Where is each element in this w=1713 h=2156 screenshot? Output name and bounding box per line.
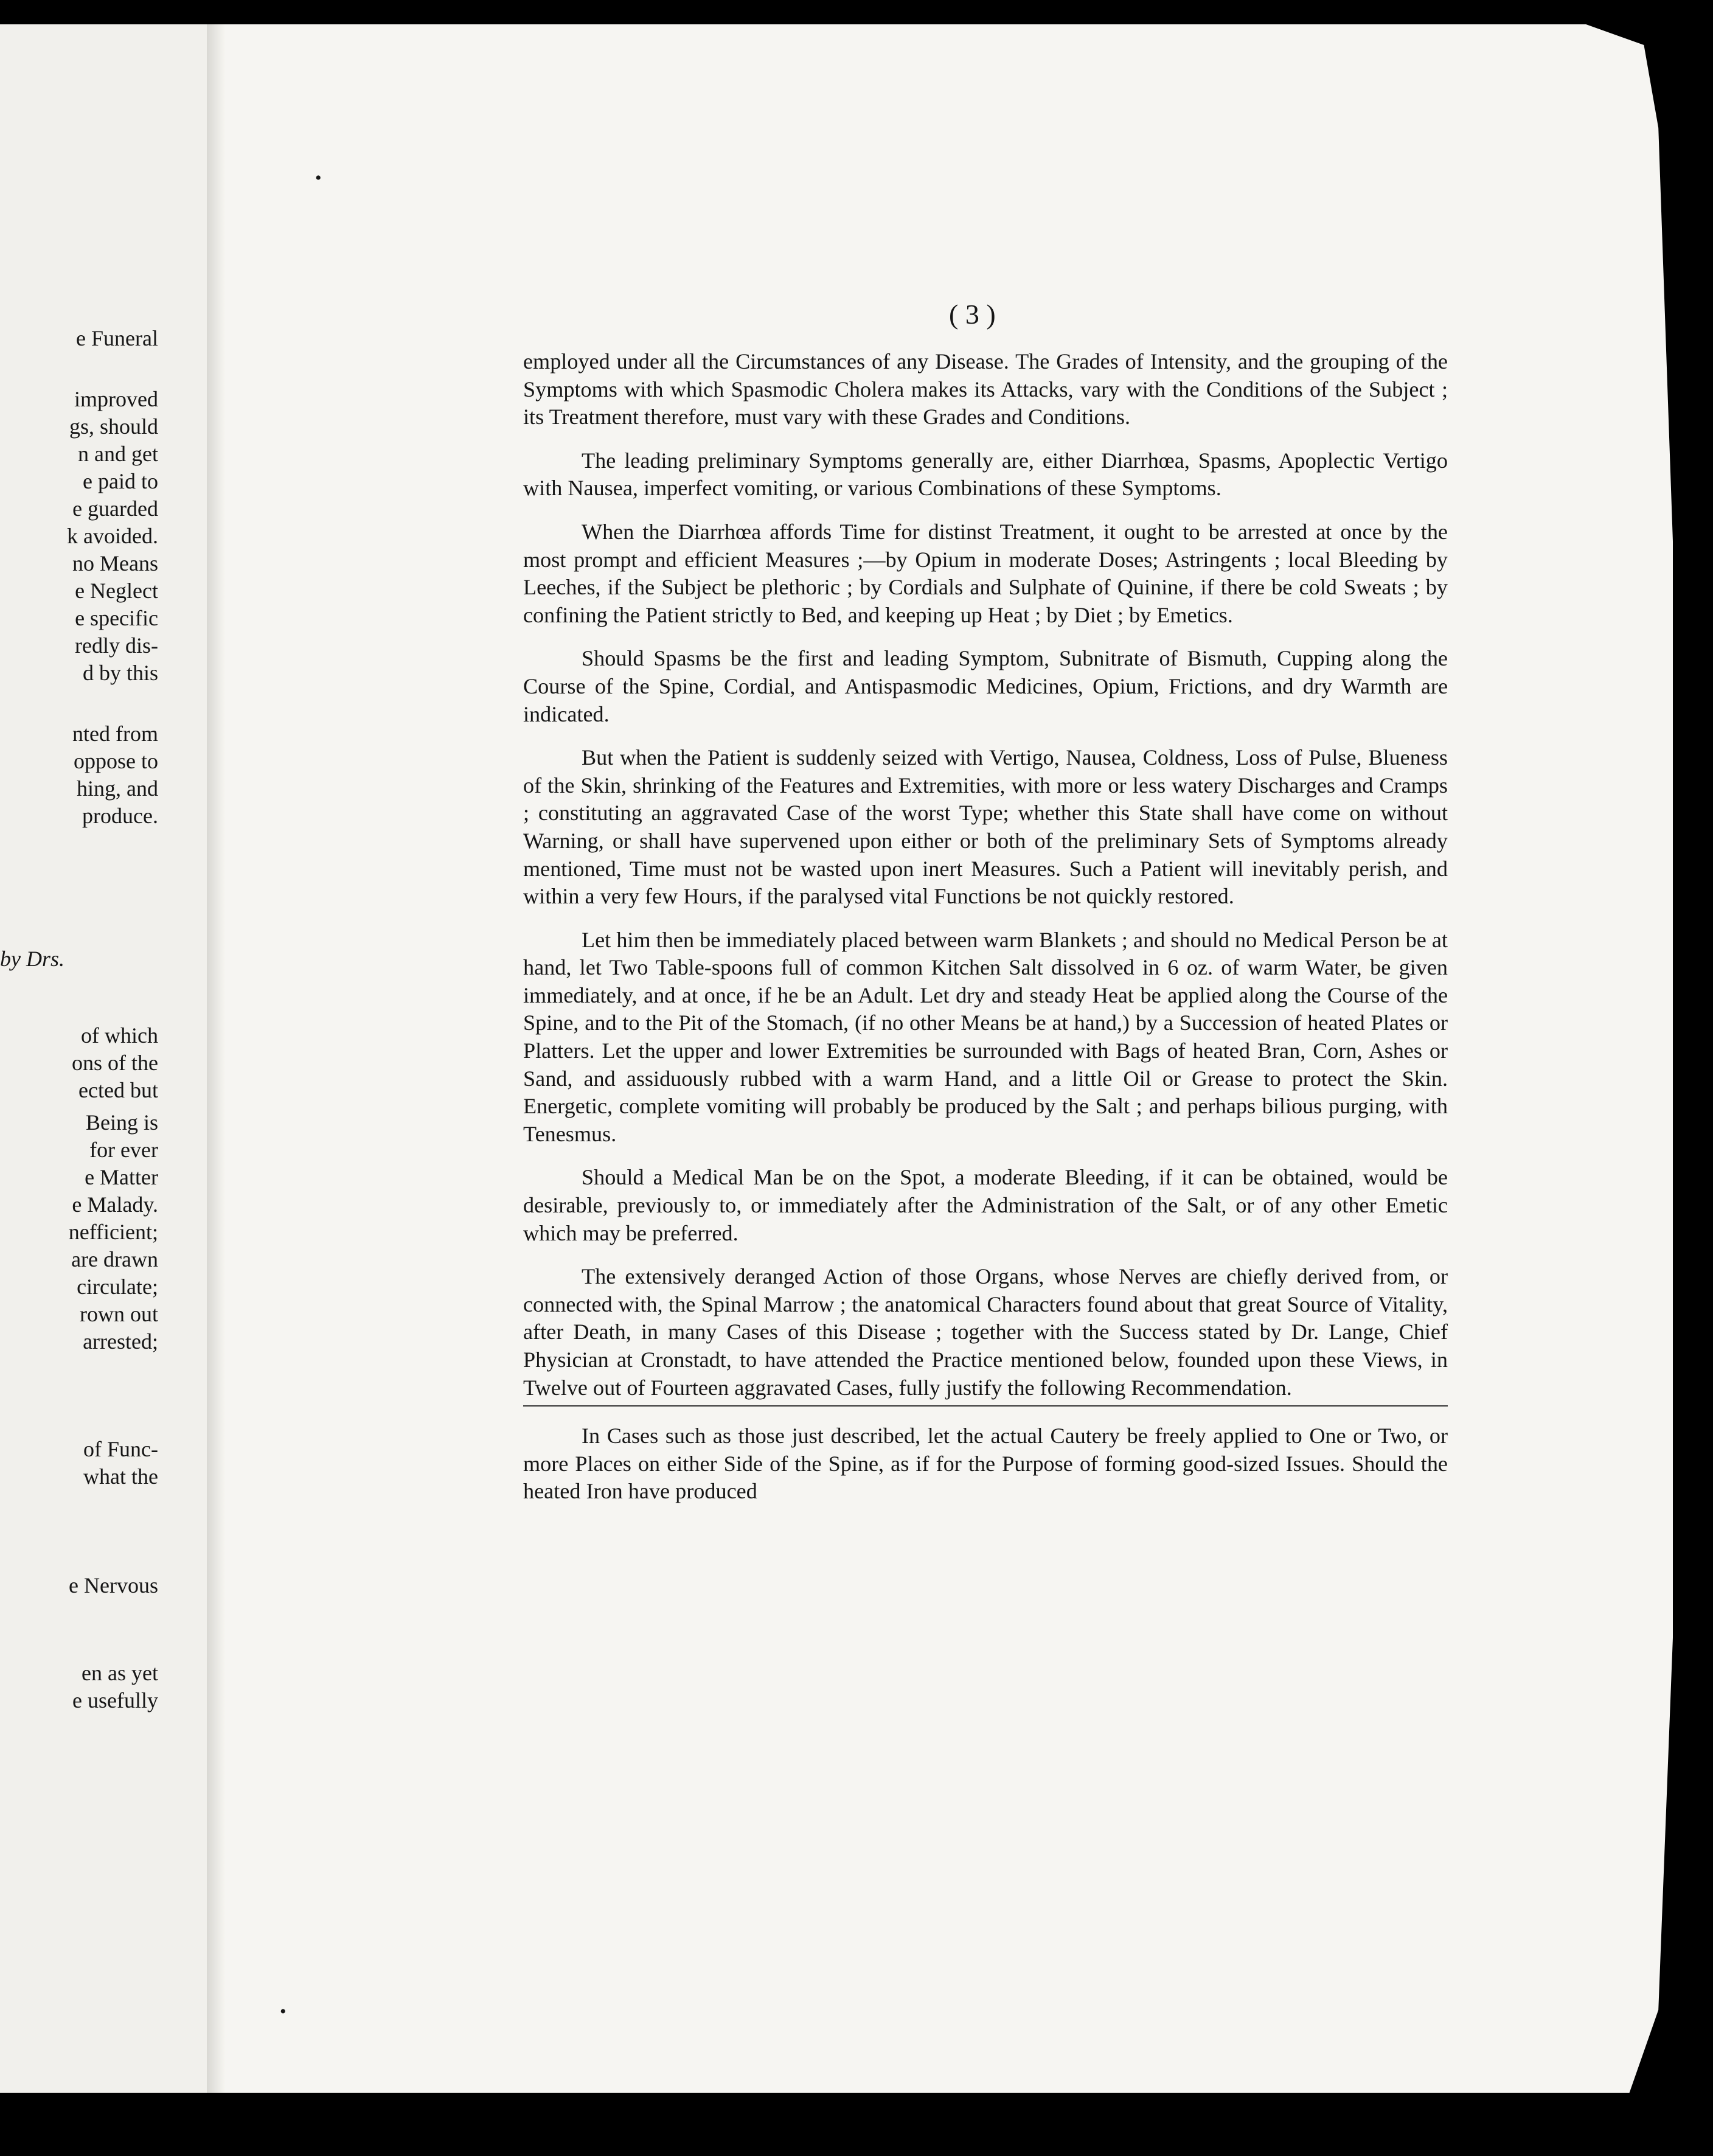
- left-fragment-block-1: [0, 325, 158, 352]
- left-fragment-line: e Nervous: [69, 1573, 158, 1598]
- page-number: ( 3 ): [949, 299, 996, 330]
- paragraph: Let him then be immediately placed between warm Blankets ; and should no Medical Person be at hand, let Two Table-spoons full of common Kitchen Salt dissolved in 6 oz. of warm Water, be given immediately, and at once, if he be an Adult. Let dry and steady Heat be applied along the Course of the Spine, and to the Pit of the Stomach, (if no other Means be at hand,) by a Succession of heated Plates or Platters. Let the upper and lower Extremities be surrounded with Bags of heated Bran, Corn, Ashes or Sand, and assiduously rubbed with a warm Hand, and a little Oil or Grease to protect the Skin. Energetic, complete vomiting will probably be produced by the Salt ; and perhaps bilious purging, with Tenesmus.: [523, 927, 1448, 1146]
- paragraph: The extensively deranged Action of those Organs, whose Nerves are chiefly derived from, or connected with, the Spinal Marrow ; the anatomical Characters found about that great Source of Vitality, after Death, in many Cases of this Disease ; together with the Success stated by Dr. Lange, Chief Physician at Cronstadt, to have attended the Practice mentioned below, founded upon these Views, in Twelve out of Fourteen aggravated Cases, fully justify the following Recommendation.: [523, 1264, 1448, 1400]
- left-fragment-line: nefficient;: [68, 1220, 158, 1244]
- left-fragment-line: e Funeral: [76, 326, 158, 350]
- left-fragment-line: e paid to: [83, 469, 158, 493]
- left-fragment-line: produce.: [82, 804, 158, 828]
- left-fragment-line: no Means: [72, 551, 158, 576]
- paragraph: The leading preliminary Symptoms generally are, either Diarrhœa, Spasms, Apoplectic Vertigo with Nausea, imperfect vomiting, or various Combinations of these Symptoms.: [523, 448, 1448, 501]
- left-fragment-line: improved: [74, 387, 158, 411]
- left-fragment-line: k avoided.: [67, 524, 158, 548]
- left-fragment-line: e Matter: [85, 1165, 158, 1189]
- left-fragment-line: ected but: [78, 1078, 158, 1102]
- left-fragment-block-2: [0, 386, 158, 687]
- left-fragment-line: d by this: [82, 661, 158, 685]
- ink-mark: •: [280, 2001, 287, 2022]
- left-fragment-line: hing, and: [77, 776, 158, 801]
- paragraph: employed under all the Circumstances of any Disease. The Grades of Intensity, and the grouping of the Symptoms with which Spasmodic Cholera makes its Attacks, vary with the Conditions of the Subject ; its Treatment therefore, must vary with these Grades and Conditions.: [523, 349, 1448, 429]
- left-fragment-line: circulate;: [77, 1274, 158, 1299]
- left-fragment-block-3: [0, 720, 158, 830]
- left-fragment-line: nted from: [72, 722, 158, 746]
- page-gutter: [207, 24, 225, 2093]
- paragraph: Should Spasms be the first and leading Symptom, Subnitrate of Bismuth, Cupping along the Course of the Spine, Cordial, and Antispasmodic Medicines, Opium, Frictions, and dry Warmth are indicated.: [523, 646, 1448, 726]
- body-text: [523, 348, 1448, 1521]
- paragraph: Should a Medical Man be on the Spot, a moderate Bleeding, if it can be obtained, would be desirable, previously to, or immediately after the Administration of the Salt, or of any other Emetic which may be preferred.: [523, 1165, 1448, 1245]
- left-fragment-line: Being is: [85, 1110, 158, 1135]
- left-fragment-line: by Drs.: [0, 947, 64, 971]
- left-fragment-line: for ever: [89, 1138, 158, 1162]
- left-fragment-line: oppose to: [74, 749, 158, 773]
- left-fragment-line: e specific: [75, 606, 158, 630]
- left-fragment-line: e usefully: [72, 1688, 158, 1713]
- left-fragment-line: e Malady.: [72, 1192, 158, 1217]
- left-fragment-line: what the: [83, 1464, 158, 1489]
- paragraph: When the Diarrhœa affords Time for distinst Treatment, it ought to be arrested at once by the most prompt and efficient Measures ;—by Opium in moderate Doses; Astringents ; local Bleeding by Leeches, if the Subject be plethoric ; by Cordials and Sulphate of Quinine, if there be cold Sweats ; by confining the Patient strictly to Bed, and keeping up Heat ; by Diet ; by Emetics.: [523, 519, 1448, 627]
- left-fragment-block-6: [0, 1436, 158, 1490]
- left-fragment-line: n and get: [78, 442, 158, 466]
- paragraph: But when the Patient is suddenly seized with Vertigo, Nausea, Coldness, Loss of Pulse, Blueness of the Skin, shrinking of the Features and Extremities, with more or less watery Discharges and Cramps ; constituting an aggravated Case of the worst Type; whether this State shall have come on without Warning, or shall have supervened upon either or both of the preliminary Sets of Symptoms already mentioned, Time must not be wasted upon inert Measures. Such a Patient will inevitably perish, and within a very few Hours, if the paralysed vital Functions be not quickly restored.: [523, 745, 1448, 909]
- left-fragment-line: ons of the: [72, 1051, 158, 1075]
- left-fragment-line: are drawn: [71, 1247, 158, 1271]
- divider-rule: [523, 1405, 1448, 1407]
- left-fragment-line: e Neglect: [75, 579, 158, 603]
- left-fragment-line: of Func-: [83, 1437, 158, 1461]
- left-fragment-block-5: [0, 1022, 158, 1355]
- left-fragment-block-7: [0, 1572, 158, 1599]
- paragraph: In Cases such as those just described, let the actual Cautery be freely applied to One or Two, or more Places on either Side of the Spine, as if for the Purpose of forming good-sized Issues. Should the heated Iron have produced: [523, 1424, 1448, 1504]
- left-fragment-block-4: [0, 945, 158, 973]
- left-fragment-line: of which: [81, 1023, 158, 1048]
- ink-mark: •: [315, 168, 322, 188]
- left-fragment-line: arrested;: [83, 1329, 158, 1354]
- left-fragment-line: gs, should: [69, 414, 158, 439]
- left-fragment-block-8: [0, 1660, 158, 1714]
- left-fragment-line: en as yet: [82, 1661, 158, 1685]
- left-fragment-line: e guarded: [72, 496, 158, 521]
- left-fragment-line: rown out: [80, 1302, 158, 1326]
- left-fragment-line: redly dis-: [75, 633, 158, 658]
